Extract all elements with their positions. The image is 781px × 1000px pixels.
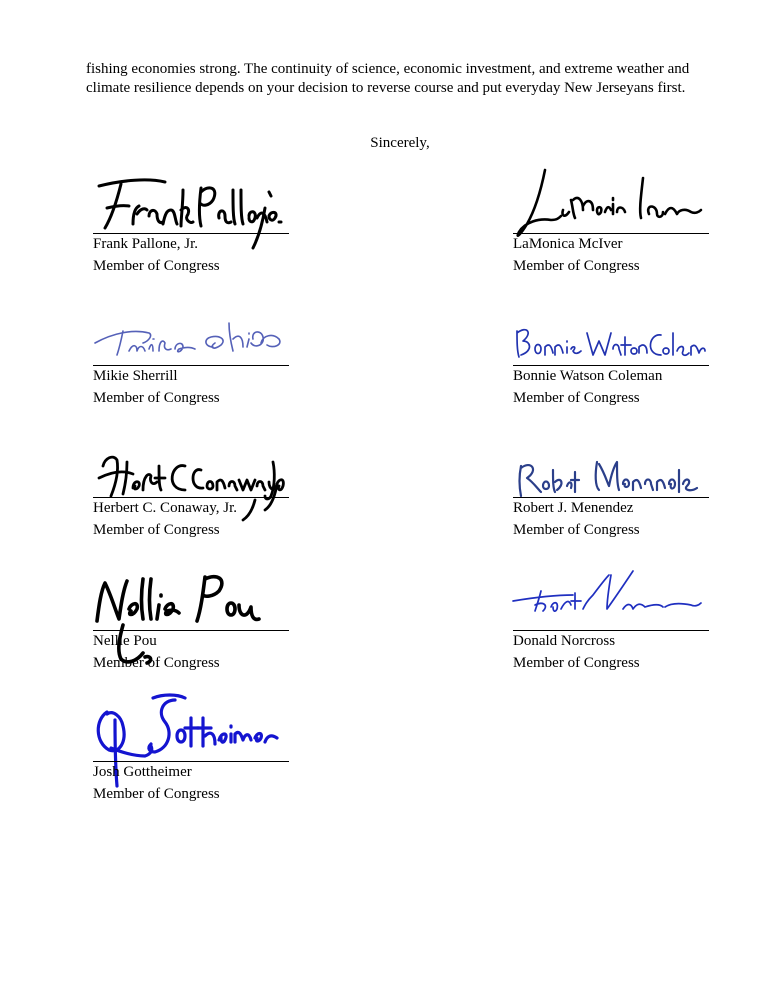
signature-line bbox=[513, 365, 709, 366]
signature-line bbox=[513, 497, 709, 498]
signatory-name: Herbert C. Conaway, Jr. bbox=[93, 500, 237, 516]
signature-line bbox=[93, 365, 289, 366]
signatory-title: Member of Congress bbox=[513, 390, 640, 406]
signatory-name: Frank Pallone, Jr. bbox=[93, 236, 198, 252]
signatory-title: Member of Congress bbox=[513, 655, 640, 671]
signatory-name: Nellie Pou bbox=[93, 633, 157, 649]
handwritten-signature-watson-coleman bbox=[513, 303, 713, 368]
closing-salutation: Sincerely, bbox=[370, 135, 430, 151]
signatory-name: Josh Gottheimer bbox=[93, 764, 192, 780]
handwritten-signature-gottheimer bbox=[93, 690, 293, 800]
signatory-name: LaMonica McIver bbox=[513, 236, 623, 252]
signatory-title: Member of Congress bbox=[93, 522, 220, 538]
signatory-name: Bonnie Watson Coleman bbox=[513, 368, 663, 384]
signature-line bbox=[93, 630, 289, 631]
signatory-title: Member of Congress bbox=[513, 522, 640, 538]
signatory-title: Member of Congress bbox=[93, 258, 220, 274]
signatory-title: Member of Congress bbox=[513, 258, 640, 274]
handwritten-signature-sherrill bbox=[93, 303, 293, 368]
signatory-title: Member of Congress bbox=[93, 390, 220, 406]
signatory-title: Member of Congress bbox=[93, 655, 220, 671]
signatory-name: Robert J. Menendez bbox=[513, 500, 634, 516]
signatory-title: Member of Congress bbox=[93, 786, 220, 802]
signature-line bbox=[93, 761, 289, 762]
signatory-name: Mikie Sherrill bbox=[93, 368, 178, 384]
signature-line bbox=[93, 233, 289, 234]
signatory-name: Donald Norcross bbox=[513, 633, 616, 649]
letter-paragraph: fishing economies strong. The continuity of science, economic investment, and extreme weather and climate resilience depends on your decision to reverse course and put everyday New Jerseyans first. bbox=[86, 61, 690, 96]
signature-line bbox=[513, 233, 709, 234]
signature-line bbox=[513, 630, 709, 631]
signature-line bbox=[93, 497, 289, 498]
